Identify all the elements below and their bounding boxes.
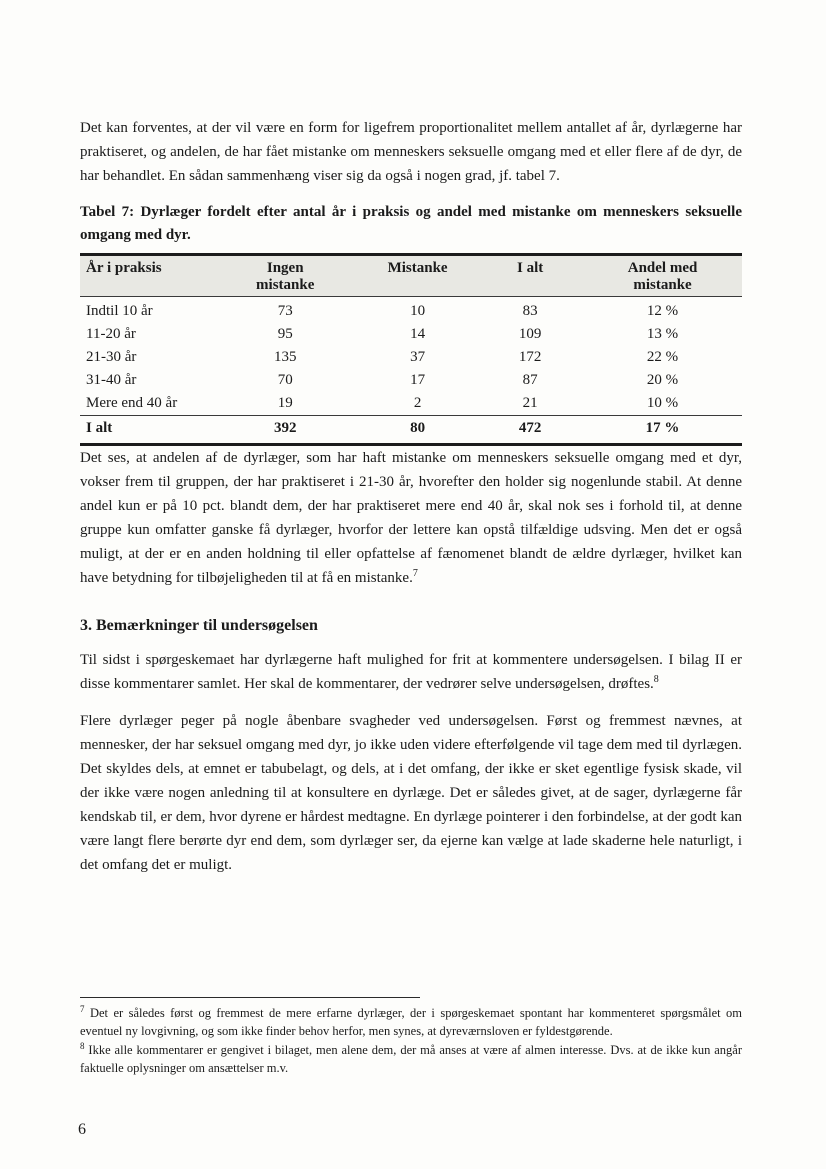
table-cell: 21-30 år bbox=[86, 349, 137, 365]
table-cell: 109 bbox=[518, 326, 542, 342]
table-cell: 87 bbox=[522, 372, 538, 388]
table-cell: 135 bbox=[273, 349, 297, 365]
table-cell: 10 bbox=[410, 303, 426, 319]
table-row bbox=[80, 369, 742, 392]
footnote-ref-8: 8 bbox=[653, 674, 659, 685]
table-cell: 37 bbox=[410, 349, 426, 365]
table-total-row bbox=[80, 416, 742, 445]
footnote-ref-7: 7 bbox=[412, 568, 418, 579]
table7-header-no-suspicion-label: Ingen mistanke bbox=[256, 260, 315, 293]
table-cell: 14 bbox=[410, 326, 426, 342]
footnote-8-text: Ikke alle kommentarer er gengivet i bilaget, men alene dem, der må anses at være af almen interesse. Dvs. at de ikke kun angår faktuelle oplysninger om ansættelser m.v. bbox=[80, 1043, 742, 1075]
page-number: 6 bbox=[78, 1121, 86, 1138]
table-cell: 392 bbox=[212, 416, 358, 445]
table7-header-share-label: Andel med mistanke bbox=[627, 260, 698, 293]
footnote-7 bbox=[80, 1005, 742, 1040]
table7-header-no-suspicion bbox=[212, 255, 358, 297]
analysis-paragraph bbox=[80, 446, 742, 590]
analysis-text: Det ses, at andelen af de dyrlæger, som har haft mistanke om menneskers seksuelle omgang med et dyr, vokser frem til gruppen, der har praktiseret i 21-30 år, hvorefter den holder sig nogenlunde stabil. At denne andel kun er på 10 pct. blandt dem, der har praktiseret mere end 40 år, skal nok ses i forhold til, at denne gruppe kun omfatter ganske få dyrlæger, hvorfor der lettere kan opstå tilfældige udsving. Men det er også muligt, at der er en anden holdning til eller opfattelse af fænomenet blandt de ældre dyrlæger, hvilket kan have betydning for tilbøjeligheden til at få en mistanke. bbox=[80, 450, 742, 586]
table-cell: 17 % bbox=[583, 416, 742, 445]
table-cell: 70 bbox=[277, 372, 293, 388]
footnote-8-marker: 8 bbox=[80, 1040, 85, 1051]
table7-caption: Tabel 7: Dyrlæger fordelt efter antal år i praksis og andel med mistanke om menneskers seksuelle omgang med dyr. bbox=[80, 204, 742, 243]
table7-header-years: År i praksis bbox=[80, 255, 212, 297]
table-cell: 13 % bbox=[646, 326, 679, 342]
table7-header-total: I alt bbox=[477, 255, 583, 297]
footnote-7-marker: 7 bbox=[80, 1003, 85, 1014]
table-row bbox=[80, 323, 742, 346]
footnote-8 bbox=[80, 1042, 742, 1077]
section3-paragraph-1-text: Til sidst i spørgeskemaet har dyrlægerne haft mulighed for frit at kommentere undersøgelsen. I bilag II er disse kommentarer samlet. Her skal de kommentarer, der vedrører selve undersøgelsen, drøftes. bbox=[80, 652, 742, 692]
table-cell: 20 % bbox=[646, 372, 679, 388]
table-cell: 11-20 år bbox=[86, 326, 136, 342]
table7-header-suspicion: Mistanke bbox=[358, 255, 477, 297]
table7-header-row bbox=[80, 255, 742, 297]
table-row bbox=[80, 346, 742, 369]
table-cell: 73 bbox=[277, 303, 293, 319]
footnote-7-text: Det er således først og fremmest de mere erfarne dyrlæger, der i spørgeskemaet spontant har kommenteret spørgsmålet om eventuel ny lovgivning, og som ikke finder behov herfor, men synes, at dyreværnsloven er fyldestgørende. bbox=[80, 1006, 743, 1038]
table-cell: 22 % bbox=[646, 349, 679, 365]
table-cell: 19 bbox=[277, 395, 293, 411]
table-cell: 21 bbox=[522, 395, 538, 411]
table7-header-share bbox=[583, 255, 742, 297]
footnote-separator bbox=[80, 997, 420, 998]
table-cell: 2 bbox=[413, 395, 422, 411]
table7 bbox=[80, 253, 742, 446]
section3-heading: 3. Bemærkninger til undersøgelsen bbox=[80, 617, 318, 634]
table-cell: 10 % bbox=[646, 395, 679, 411]
table-cell: 17 bbox=[410, 372, 426, 388]
table-cell: 472 bbox=[477, 416, 583, 445]
footnotes-section bbox=[80, 997, 742, 1079]
table-row bbox=[80, 297, 742, 324]
table-row bbox=[80, 392, 742, 416]
section3-paragraph-2: Flere dyrlæger peger på nogle åbenbare svagheder ved undersøgelsen. Først og fremmest nævnes, at mennesker, der har seksuel omgang med dyr, jo ikke uden videre efterfølgende vil tage dem med til dyrlægen. Det skyldes dels, at emnet er tabubelagt, og dels, at i det omfang, der ikke er sket egentlige fysisk skade, vil der ikke være nogen anledning til at konsultere en dyrlæge. Det er således givet, at de sager, dyrlægerne får kendskab til, er dem, hvor dyrene er hårdest medtagne. En dyrlæge pointerer i den forbindelse, at der godt kan være langt flere berørte dyr end dem, som dyrlæger ser, da ejerne kan vælge at lade skaderne hele naturligt, i det omfang det er muligt. bbox=[80, 713, 742, 873]
intro-paragraph: Det kan forventes, at der vil være en form for ligefrem proportionalitet mellem antallet af år, dyrlægerne har praktiseret, og andelen, de har fået mistanke om menneskers seksuelle omgang med et eller flere af de dyr, de har behandlet. En sådan sammenhæng viser sig da også i nogen grad, jf. tabel 7. bbox=[80, 120, 742, 184]
table-cell: I alt bbox=[80, 416, 212, 445]
table-cell: 172 bbox=[518, 349, 542, 365]
table-cell: 31-40 år bbox=[86, 372, 137, 388]
table-cell: 12 % bbox=[646, 303, 679, 319]
table-cell: Indtil 10 år bbox=[86, 303, 153, 319]
table-cell: Mere end 40 år bbox=[86, 395, 178, 411]
section3-paragraph-1 bbox=[80, 648, 742, 696]
table-cell: 80 bbox=[358, 416, 477, 445]
table-cell: 95 bbox=[277, 326, 293, 342]
table-cell: 83 bbox=[522, 303, 538, 319]
